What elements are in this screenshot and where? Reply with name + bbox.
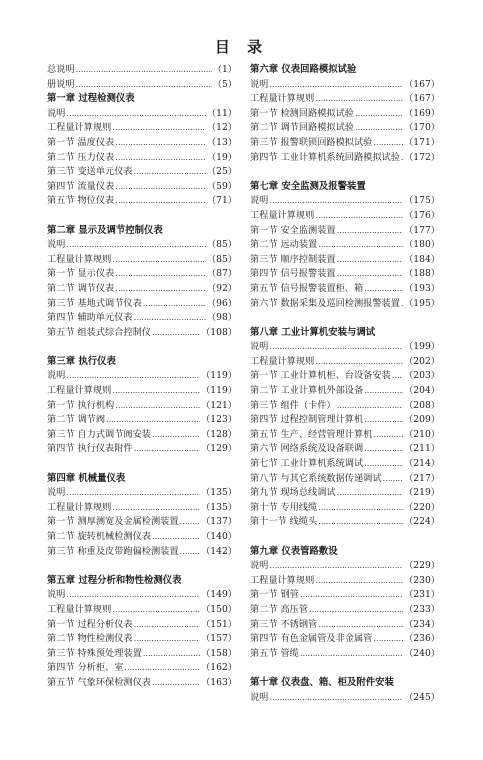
dot-leader: [76, 63, 212, 78]
toc-column-left: [47, 63, 237, 691]
entry-label: 第二节 压力仪表: [47, 151, 115, 163]
dot-leader: [392, 369, 403, 384]
page-number: （151）: [201, 618, 237, 630]
page-number: （162）: [201, 662, 237, 674]
dot-leader: [115, 194, 206, 209]
page-number: （140）: [201, 531, 237, 542]
page-number: （128）: [201, 428, 237, 440]
dot-leader: [106, 413, 200, 428]
toc-entry[interactable]: [47, 194, 237, 209]
entry-label: 第九节 现场总线调试: [250, 487, 336, 499]
dot-leader: [112, 121, 206, 136]
dot-leader: [373, 428, 403, 443]
toc-entry[interactable]: [47, 121, 237, 136]
dot-leader: [337, 267, 403, 282]
dot-leader: [355, 121, 403, 136]
entry-label: 第十节 专用线缆: [250, 501, 318, 513]
entry-label: 说明: [47, 239, 66, 251]
dot-leader: [180, 515, 201, 530]
toc-entry[interactable]: [47, 647, 237, 662]
dot-leader: [66, 107, 206, 122]
dot-leader: [364, 413, 403, 428]
entry-label: 说明: [250, 560, 269, 572]
dot-leader: [315, 92, 403, 107]
entry-label: 第一节 测厚测宽及金属检测装置: [47, 516, 179, 528]
page-number: （176）: [404, 209, 440, 221]
toc-entry[interactable]: [250, 267, 440, 282]
page-number: （203）: [404, 370, 440, 382]
toc-entry[interactable]: [47, 442, 237, 457]
entry-label: 第五节 物位仪表: [47, 195, 115, 207]
entry-label: 第三节 组件（卡件）: [250, 399, 336, 411]
toc-entry[interactable]: [250, 399, 440, 414]
page-number: （234）: [404, 618, 440, 630]
dot-leader: [152, 676, 200, 691]
page-number: （85）: [206, 239, 237, 251]
toc-entry[interactable]: [250, 559, 440, 574]
page-number: （177）: [404, 224, 440, 236]
dot-leader: [269, 559, 403, 574]
toc-entry[interactable]: [47, 545, 237, 560]
toc-entry[interactable]: [250, 603, 440, 618]
entry-label: 工程量计算规则: [47, 122, 112, 134]
page-number: （199）: [404, 341, 440, 353]
dot-leader: [309, 603, 403, 618]
entry-label: 第五节 组装式综合控制仪: [47, 326, 151, 338]
entry-label: 第三节 自力式调节阀安装: [47, 428, 151, 440]
chapter-heading: 第六章 仪表回路模拟试验: [250, 64, 357, 75]
entry-label: 第二节 调节回路模拟试验: [250, 122, 354, 134]
toc-entry[interactable]: [47, 369, 237, 384]
toc-entry[interactable]: [250, 515, 440, 530]
entry-label: 第三节 顺序控制装置: [250, 253, 336, 265]
page-number: （85）: [206, 253, 237, 265]
toc-entry[interactable]: [47, 253, 237, 268]
entry-label: 第三节 报警联锁回路模拟试验: [250, 136, 373, 148]
toc-entry[interactable]: [47, 603, 237, 618]
entry-label: 第五节 生产、经营管理计算机: [250, 428, 373, 440]
toc-entry[interactable]: [47, 78, 237, 93]
toc-entry[interactable]: [47, 326, 237, 341]
page-number: （188）: [404, 268, 440, 280]
toc-entry[interactable]: [250, 238, 440, 253]
entry-label: 工程量计算规则: [250, 355, 315, 367]
dot-leader: [115, 399, 200, 414]
chapter-heading: 第二章 显示及调节控制仪表: [47, 224, 163, 236]
entry-label: 第十一节 线缆头: [250, 516, 318, 528]
dot-leader: [318, 238, 403, 253]
entry-label: 第四节 工业计算机系统回路模拟试验: [250, 151, 400, 163]
spacer: [47, 457, 237, 472]
page-number: （13）: [206, 136, 237, 148]
page-number: （129）: [201, 443, 237, 455]
dot-leader: [337, 399, 403, 414]
dot-leader: [300, 647, 403, 662]
toc-entry[interactable]: [47, 165, 237, 180]
toc-entry[interactable]: [47, 238, 237, 253]
entry-label: 第六节 数据采集及巡回检测报警装置: [250, 297, 400, 309]
dot-leader: [373, 136, 403, 151]
toc-entry[interactable]: [250, 136, 440, 151]
dot-leader: [315, 209, 403, 224]
page-number: （167）: [404, 93, 440, 105]
entry-label: 说明: [250, 341, 269, 353]
dot-leader: [364, 457, 403, 472]
toc-entry[interactable]: [250, 121, 440, 136]
entry-label: 第四节 过程控制管理计算机: [250, 414, 364, 426]
dot-leader: [115, 267, 206, 282]
entry-label: 册说明: [47, 78, 75, 90]
page-number: （233）: [404, 603, 440, 615]
entry-label: 第三节 特殊预处理装置: [47, 647, 142, 659]
toc-entry[interactable]: [250, 428, 440, 443]
chapter-heading: 第五章 过程分析和物性检测仪表: [47, 574, 182, 586]
entry-label: 工程量计算规则: [47, 385, 112, 397]
page-number: （210）: [404, 428, 440, 440]
dot-leader: [66, 369, 200, 384]
page-number: （211）: [404, 443, 440, 455]
toc-entry[interactable]: [250, 194, 440, 209]
toc-entry[interactable]: [250, 151, 440, 166]
toc-entry[interactable]: [47, 311, 237, 326]
dot-leader: [337, 224, 403, 239]
dot-leader: [115, 136, 206, 151]
page-number: （25）: [206, 166, 237, 178]
entry-label: 第三节 基地式调节仪表: [47, 297, 142, 309]
toc-entry[interactable]: [250, 340, 440, 355]
chapter-heading: 第九章 仪表管路敷设: [250, 545, 338, 557]
page-number: （193）: [404, 282, 440, 294]
entry-label: 第三节 不锈钢管: [250, 618, 318, 630]
toc-entry[interactable]: [250, 209, 440, 224]
toc-entry[interactable]: [250, 618, 440, 633]
entry-label: 总说明: [47, 64, 75, 75]
entry-label: 第四节 信号报警装置: [250, 268, 336, 280]
toc-entry[interactable]: [47, 632, 237, 647]
entry-label: 第二节 工业计算机外部设备: [250, 385, 364, 397]
dot-leader: [115, 180, 206, 195]
page-number: （163）: [201, 676, 237, 688]
entry-label: 第一节 执行机构: [47, 399, 115, 411]
toc-entry[interactable]: [47, 107, 237, 122]
toc-entry[interactable]: [47, 486, 237, 501]
dot-leader: [401, 297, 403, 312]
entry-label: 第二节 调节仪表: [47, 282, 115, 294]
dot-leader: [134, 618, 200, 633]
toc-entry[interactable]: [250, 691, 440, 706]
entry-label: 第一节 钢管: [250, 589, 299, 601]
dot-leader: [134, 442, 200, 457]
chapter-heading: 第十章 仪表盘、箱、柜及附件安装: [250, 676, 394, 688]
toc-entry[interactable]: [250, 457, 440, 472]
page-number: （149）: [201, 589, 237, 601]
spacer: [47, 209, 237, 224]
entry-label: 第一节 过程分析仪表: [47, 618, 133, 630]
entry-label: 第一节 温度仪表: [47, 136, 115, 148]
page-number: （219）: [404, 487, 440, 499]
page-number: （220）: [404, 501, 440, 513]
entry-label: 工程量计算规则: [47, 501, 112, 513]
dot-leader: [134, 311, 206, 326]
chapter-heading: 第八章 工业计算机安装与调试: [250, 326, 376, 338]
toc-entry[interactable]: [250, 297, 440, 312]
toc-entry[interactable]: [47, 136, 237, 151]
entry-label: 第一节 显示仪表: [47, 268, 115, 280]
dot-leader: [76, 78, 212, 93]
page-number: （224）: [404, 516, 440, 528]
toc-entry[interactable]: [47, 588, 237, 603]
entry-label: 说明: [47, 107, 66, 119]
entry-label: 说明: [47, 589, 66, 601]
entry-label: 第五节 信号报警装置柜、箱: [250, 282, 364, 294]
toc-entry[interactable]: [47, 399, 237, 414]
dot-leader: [115, 282, 206, 297]
page-number: （12）: [206, 122, 237, 134]
toc-entry[interactable]: [47, 676, 237, 691]
toc-entry[interactable]: [250, 632, 440, 647]
dot-leader: [134, 165, 206, 180]
dot-leader: [373, 632, 403, 647]
page-number: （137）: [201, 516, 237, 528]
entry-label: 第一节 工业计算机柜、台设备安装: [250, 370, 391, 382]
page-number: （135）: [201, 487, 237, 499]
toc-entry[interactable]: [250, 472, 440, 487]
dot-leader: [66, 486, 200, 501]
page-number: （170）: [404, 122, 440, 134]
dot-leader: [134, 632, 200, 647]
toc-entry[interactable]: [47, 282, 237, 297]
dot-leader: [143, 297, 206, 312]
dot-leader: [269, 691, 403, 706]
toc-entry[interactable]: [47, 384, 237, 399]
page-number: （157）: [201, 633, 237, 645]
dot-leader: [66, 238, 206, 253]
entry-label: 第七节 工业计算机系统调试: [250, 458, 364, 470]
entry-label: 第六节 网络系统及设备联调: [250, 443, 364, 455]
page-number: （11）: [206, 107, 237, 119]
entry-label: 第一节 安全监测装置: [250, 224, 336, 236]
dot-leader: [355, 107, 403, 122]
page-number: （167）: [404, 78, 440, 90]
entry-label: 第四节 分析柜、室: [47, 662, 124, 674]
toc-entry[interactable]: [250, 442, 440, 457]
spacer: [250, 165, 440, 180]
dot-leader: [115, 151, 206, 166]
page-number: （230）: [404, 574, 440, 586]
entry-label: 第五节 管缆: [250, 647, 299, 659]
toc-column-right: [250, 63, 440, 705]
entry-label: 说明: [250, 195, 269, 207]
toc-entry[interactable]: [250, 486, 440, 501]
dot-leader: [269, 340, 403, 355]
dot-leader: [318, 515, 403, 530]
toc-entry[interactable]: [47, 428, 237, 443]
toc-entry[interactable]: [47, 63, 237, 78]
entry-label: 第二节 旋转机械检测仪表: [47, 531, 151, 542]
dot-leader: [152, 428, 200, 443]
toc-entry[interactable]: [47, 297, 237, 312]
dot-leader: [112, 501, 200, 516]
dot-leader: [364, 442, 403, 457]
dot-leader: [143, 647, 200, 662]
toc-entry[interactable]: [250, 574, 440, 589]
toc-entry[interactable]: [250, 92, 440, 107]
entry-label: 第二节 调节阀: [47, 414, 106, 426]
page-number: （171）: [404, 136, 440, 148]
spacer: [47, 559, 237, 574]
entry-label: 第四节 执行仪表附件: [47, 443, 133, 455]
dot-leader: [112, 384, 200, 399]
page-number: （123）: [201, 414, 237, 426]
entry-label: 第二节 高压管: [250, 603, 309, 615]
page-number: （92）: [206, 282, 237, 294]
entry-label: 说明: [47, 370, 66, 382]
entry-label: 第五节 气象环保检测仪表: [47, 676, 151, 688]
toc-entry[interactable]: [47, 661, 237, 676]
page-number: （158）: [201, 647, 237, 659]
dot-leader: [112, 253, 206, 268]
dot-leader: [66, 588, 200, 603]
dot-leader: [300, 588, 403, 603]
page-number: （87）: [206, 268, 237, 280]
toc-entry[interactable]: [250, 253, 440, 268]
entry-label: 第二节 物性检测仪表: [47, 633, 133, 645]
page-number: （121）: [201, 399, 237, 411]
dot-leader: [315, 574, 403, 589]
entry-label: 说明: [47, 487, 66, 499]
dot-leader: [124, 661, 200, 676]
page-number: （119）: [201, 370, 237, 382]
toc-entry[interactable]: [250, 282, 440, 297]
toc-entry[interactable]: [47, 530, 237, 545]
page-number: （98）: [206, 312, 237, 324]
dot-leader: [364, 384, 403, 399]
toc-entry[interactable]: [47, 180, 237, 195]
page-number: （240）: [404, 647, 440, 659]
toc-entry[interactable]: [250, 384, 440, 399]
page-number: （180）: [404, 239, 440, 251]
entry-label: 第二节 远动装置: [250, 239, 318, 251]
dot-leader: [337, 486, 403, 501]
dot-leader: [315, 355, 403, 370]
page-number: （204）: [404, 385, 440, 397]
page-number: （208）: [404, 399, 440, 411]
dot-leader: [364, 282, 403, 297]
page-title: 目 录: [214, 38, 269, 56]
toc-entry[interactable]: [47, 515, 237, 530]
dot-leader: [318, 618, 403, 633]
entry-label: 说明: [250, 78, 269, 90]
page-number: （214）: [404, 458, 440, 470]
page-number: （135）: [201, 501, 237, 513]
spacer: [250, 311, 440, 326]
page-number: （169）: [404, 107, 440, 119]
page-number: （119）: [201, 385, 237, 397]
page-number: （96）: [206, 297, 237, 309]
page-number: （231）: [404, 589, 440, 601]
toc-entry[interactable]: [250, 78, 440, 93]
dot-leader: [269, 194, 403, 209]
toc-entry[interactable]: [250, 355, 440, 370]
chapter-heading: 第四章 机械量仪表: [47, 472, 126, 484]
dot-leader: [383, 472, 404, 487]
toc-entry[interactable]: [47, 618, 237, 633]
page-number: （71）: [206, 195, 237, 207]
entry-label: 第一节 检测回路模拟试验: [250, 107, 354, 119]
dot-leader: [152, 530, 200, 545]
entry-label: 第八节 与其它系统数据传递调试: [250, 472, 382, 484]
page-number: （1）: [212, 64, 237, 75]
entry-label: 工程量计算规则: [250, 93, 315, 105]
page-number: （209）: [404, 414, 440, 426]
entry-label: 第四节 辅助单元仪表: [47, 312, 133, 324]
toc-entry[interactable]: [250, 107, 440, 122]
dot-leader: [337, 253, 403, 268]
entry-label: 工程量计算规则: [250, 574, 315, 586]
dot-leader: [318, 501, 403, 516]
dot-leader: [152, 326, 200, 341]
page-number: （202）: [404, 355, 440, 367]
page-number: （19）: [206, 151, 237, 163]
dot-leader: [180, 545, 201, 560]
toc-entry[interactable]: [47, 151, 237, 166]
entry-label: 工程量计算规则: [250, 209, 315, 221]
entry-label: 工程量计算规则: [47, 253, 112, 265]
page-number: （245）: [404, 691, 440, 703]
page-number: （142）: [201, 545, 237, 557]
page-number: （5）: [212, 78, 237, 90]
chapter-heading: 第一章 过程检测仪表: [47, 93, 135, 105]
chapter-heading: 第三章 执行仪表: [47, 355, 116, 367]
page-number: （172）: [404, 151, 440, 163]
toc-entry[interactable]: [250, 588, 440, 603]
toc-entry[interactable]: [47, 413, 237, 428]
entry-label: 第四节 有色金属管及非金属管: [250, 633, 373, 645]
spacer: [250, 530, 440, 545]
dot-leader: [401, 151, 403, 166]
entry-label: 说明: [250, 691, 269, 703]
page-number: （184）: [404, 253, 440, 265]
dot-leader: [269, 78, 403, 93]
spacer: [250, 661, 440, 676]
entry-label: 第三节 变送单元仪表: [47, 166, 133, 178]
page-number: （236）: [404, 633, 440, 645]
toc-entry[interactable]: [47, 501, 237, 516]
toc-entry[interactable]: [250, 413, 440, 428]
toc-entry[interactable]: [250, 369, 440, 384]
toc-entry[interactable]: [47, 267, 237, 282]
page-number: （175）: [404, 195, 440, 207]
toc-entry[interactable]: [250, 224, 440, 239]
page-number: （229）: [404, 560, 440, 572]
entry-label: 第三节 称重及皮带跑偏检测装置: [47, 545, 179, 557]
spacer: [47, 340, 237, 355]
page-number: （195）: [404, 297, 440, 309]
entry-label: 第四节 流量仪表: [47, 180, 115, 192]
page-number: （59）: [206, 180, 237, 192]
page-number: （217）: [404, 472, 440, 484]
page-number: （150）: [201, 603, 237, 615]
toc-entry[interactable]: [250, 501, 440, 516]
entry-label: 工程量计算规则: [47, 603, 112, 615]
page-number: （108）: [201, 326, 237, 338]
dot-leader: [112, 603, 200, 618]
toc-entry[interactable]: [250, 647, 440, 662]
chapter-heading: 第七章 安全监测及报警装置: [250, 180, 366, 192]
